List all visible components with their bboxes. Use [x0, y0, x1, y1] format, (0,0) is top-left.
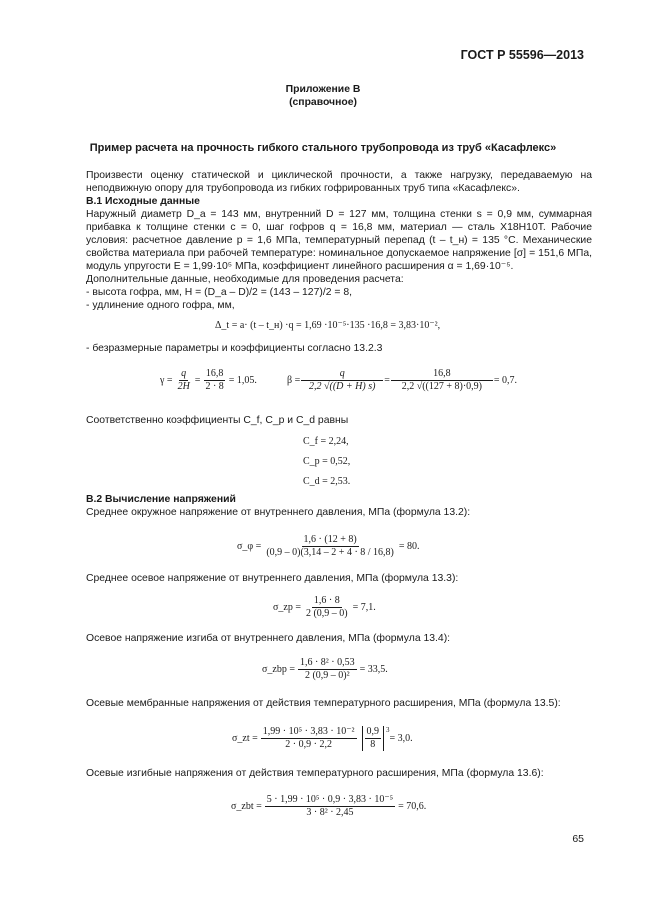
gamma-den2: 2 · 8 [205, 381, 224, 392]
formula-sigma-zp [273, 595, 376, 620]
section2-heading: В.2 Вычисление напряжений [86, 494, 236, 505]
appendix-title: Приложение В [285, 84, 361, 95]
main-title: Пример расчета на прочность гибкого стального трубопровода из труб «Касафлекс» [89, 142, 557, 154]
s4-den: 2 · 0,9 · 2,2 [285, 739, 332, 750]
stress2-text: Среднее осевое напряжение от внутреннего давления, МПа (формула 13.3): [86, 573, 459, 584]
appendix-subtitle: (справочное) [289, 97, 357, 108]
s4-bden: 8 [370, 739, 376, 750]
page-number: 65 [572, 833, 584, 845]
corrugation-elongation-text: - удлинение одного гофра, мм, [86, 300, 235, 311]
s4-num: 1,99 · 10⁵ · 3,83 · 10⁻² [262, 726, 355, 737]
formula-delta: Δ_t = a· (t – t_н) ·q = 1,69 ·10⁻⁵·135 ·16,8 = 3,83·10⁻², [215, 320, 441, 331]
s2-result: = 7,1. [352, 602, 376, 613]
gamma-den: 2H [177, 381, 190, 392]
formula-sigma-phi [237, 534, 420, 559]
gamma-num2: 16,8 [205, 368, 224, 379]
s2-den: 2 (0,9 – 0) [305, 608, 348, 619]
corrugation-height-text: - высота гофра, мм, H = (D_a – D)/2 = (143 – 127)/2 = 8, [86, 287, 352, 298]
s4-lhs: σ_zt = [232, 733, 258, 744]
s3-num: 1,6 · 8² · 0,53 [299, 657, 355, 668]
s4-result: = 3,0. [389, 733, 413, 744]
section1-heading: В.1 Исходные данные [86, 196, 200, 207]
beta-result: = 0,7. [493, 375, 518, 386]
s3-lhs: σ_zbp = [262, 664, 295, 675]
s1-result: = 80. [398, 541, 420, 552]
beta-num: q [301, 368, 383, 381]
formula-gamma: γ = $\frac{q}{2H}$ = $\frac{16,8}{2 \cdot 8}$ = 1,05. [160, 368, 257, 392]
formula-beta: β = $\frac{q}{2,2 √((D + H) s)}$ = $\frac{16,8}{2,2 √((127 + 8)\cdot 0,9)}$ = 0,7. [287, 368, 518, 392]
beta-den: 2,2 √((D + H) s) [309, 381, 376, 392]
s3-result: = 33,5. [359, 664, 388, 675]
gamma-num: q [181, 368, 187, 379]
s5-num: 5 · 1,99 · 10⁵ · 0,9 · 3,83 · 10⁻⁵ [266, 794, 394, 805]
coefficient-cp: C_p = 0,52, [303, 456, 351, 467]
s1-den: (0,9 – 0)(3,14 – 2 + 4 · 8 / 16,8) [266, 547, 394, 558]
s1-lhs: σ_φ = [237, 541, 262, 552]
formula-sigma-zbp [262, 657, 388, 682]
coefficient-cd: C_d = 2,53. [303, 476, 351, 487]
stress1-text: Среднее окружное напряжение от внутреннего давления, МПа (формула 13.2): [86, 507, 471, 518]
gamma-lhs: γ = [160, 375, 173, 386]
s3-den: 2 (0,9 – 0)² [304, 670, 350, 681]
stress3-text: Осевое напряжение изгиба от внутреннего давления, МПа (формула 13.4): [86, 633, 451, 644]
s5-den: 3 · 8² · 2,45 [306, 807, 354, 818]
intro-paragraph: Произвести оценку статической и циклической прочности, а также нагрузку, передаваемую на неподвижную опору для трубопровода из гибких гофрированных труб типа «Касафлекс». [86, 170, 592, 194]
s5-lhs: σ_zbt = [231, 801, 262, 812]
s2-num: 1,6 · 8 [313, 595, 340, 606]
beta-lhs: β = [287, 375, 301, 386]
s2-lhs: σ_zp = [273, 602, 301, 613]
s4-bexp: 3 [386, 726, 390, 734]
coefficients-text: Соответственно коэффициенты C_f, C_p и C_d равны [86, 415, 349, 426]
beta-num2: 16,8 [391, 368, 493, 381]
s1-num: 1,6 · (12 + 8) [303, 534, 357, 545]
dimensionless-params-text: - безразмерные параметры и коэффициенты согласно 13.2.3 [86, 343, 383, 354]
coefficient-cf: C_f = 2,24, [303, 436, 349, 447]
additional-data-text: Дополнительные данные, необходимые для проведения расчета: [86, 274, 404, 285]
s4-bnum: 0,9 [366, 726, 380, 737]
stress4-text: Осевые мембранные напряжения от действия температурного расширения, МПа (формула 13.5): [86, 698, 561, 709]
formula-sigma-zbt [231, 794, 426, 819]
stress5-text: Осевые изгибные напряжения от действия температурного расширения, МПа (формула 13.6): [86, 768, 544, 779]
s5-result: = 70,6. [398, 801, 427, 812]
beta-den2: 2,2 √((127 + 8)·0,9) [401, 381, 483, 392]
standard-number: ГОСТ Р 55596—2013 [460, 48, 584, 62]
gamma-result: = 1,05. [228, 375, 257, 386]
formula-sigma-zt [232, 726, 413, 751]
initial-data-paragraph: Наружный диаметр D_a = 143 мм, внутренний D = 127 мм, толщина стенки s = 0,9 мм, суммарная прибавка к толщине стенки c = 0, шаг гофров q = 16,8 мм, материал — сталь Х18Н10Т. Рабочие условия: расчетное давление p = 1,6 МПа, температурный перепад (t – t_н) = 135 °С. Механические свойства материала при рабочей температуре: номинальное допускаемое напряжение [σ] = 151,6 МПа, модуль упругости E = 1,99·10⁵ МПа, коэффициент линейного расширения α = 1,69·10⁻⁵. [86, 209, 592, 272]
